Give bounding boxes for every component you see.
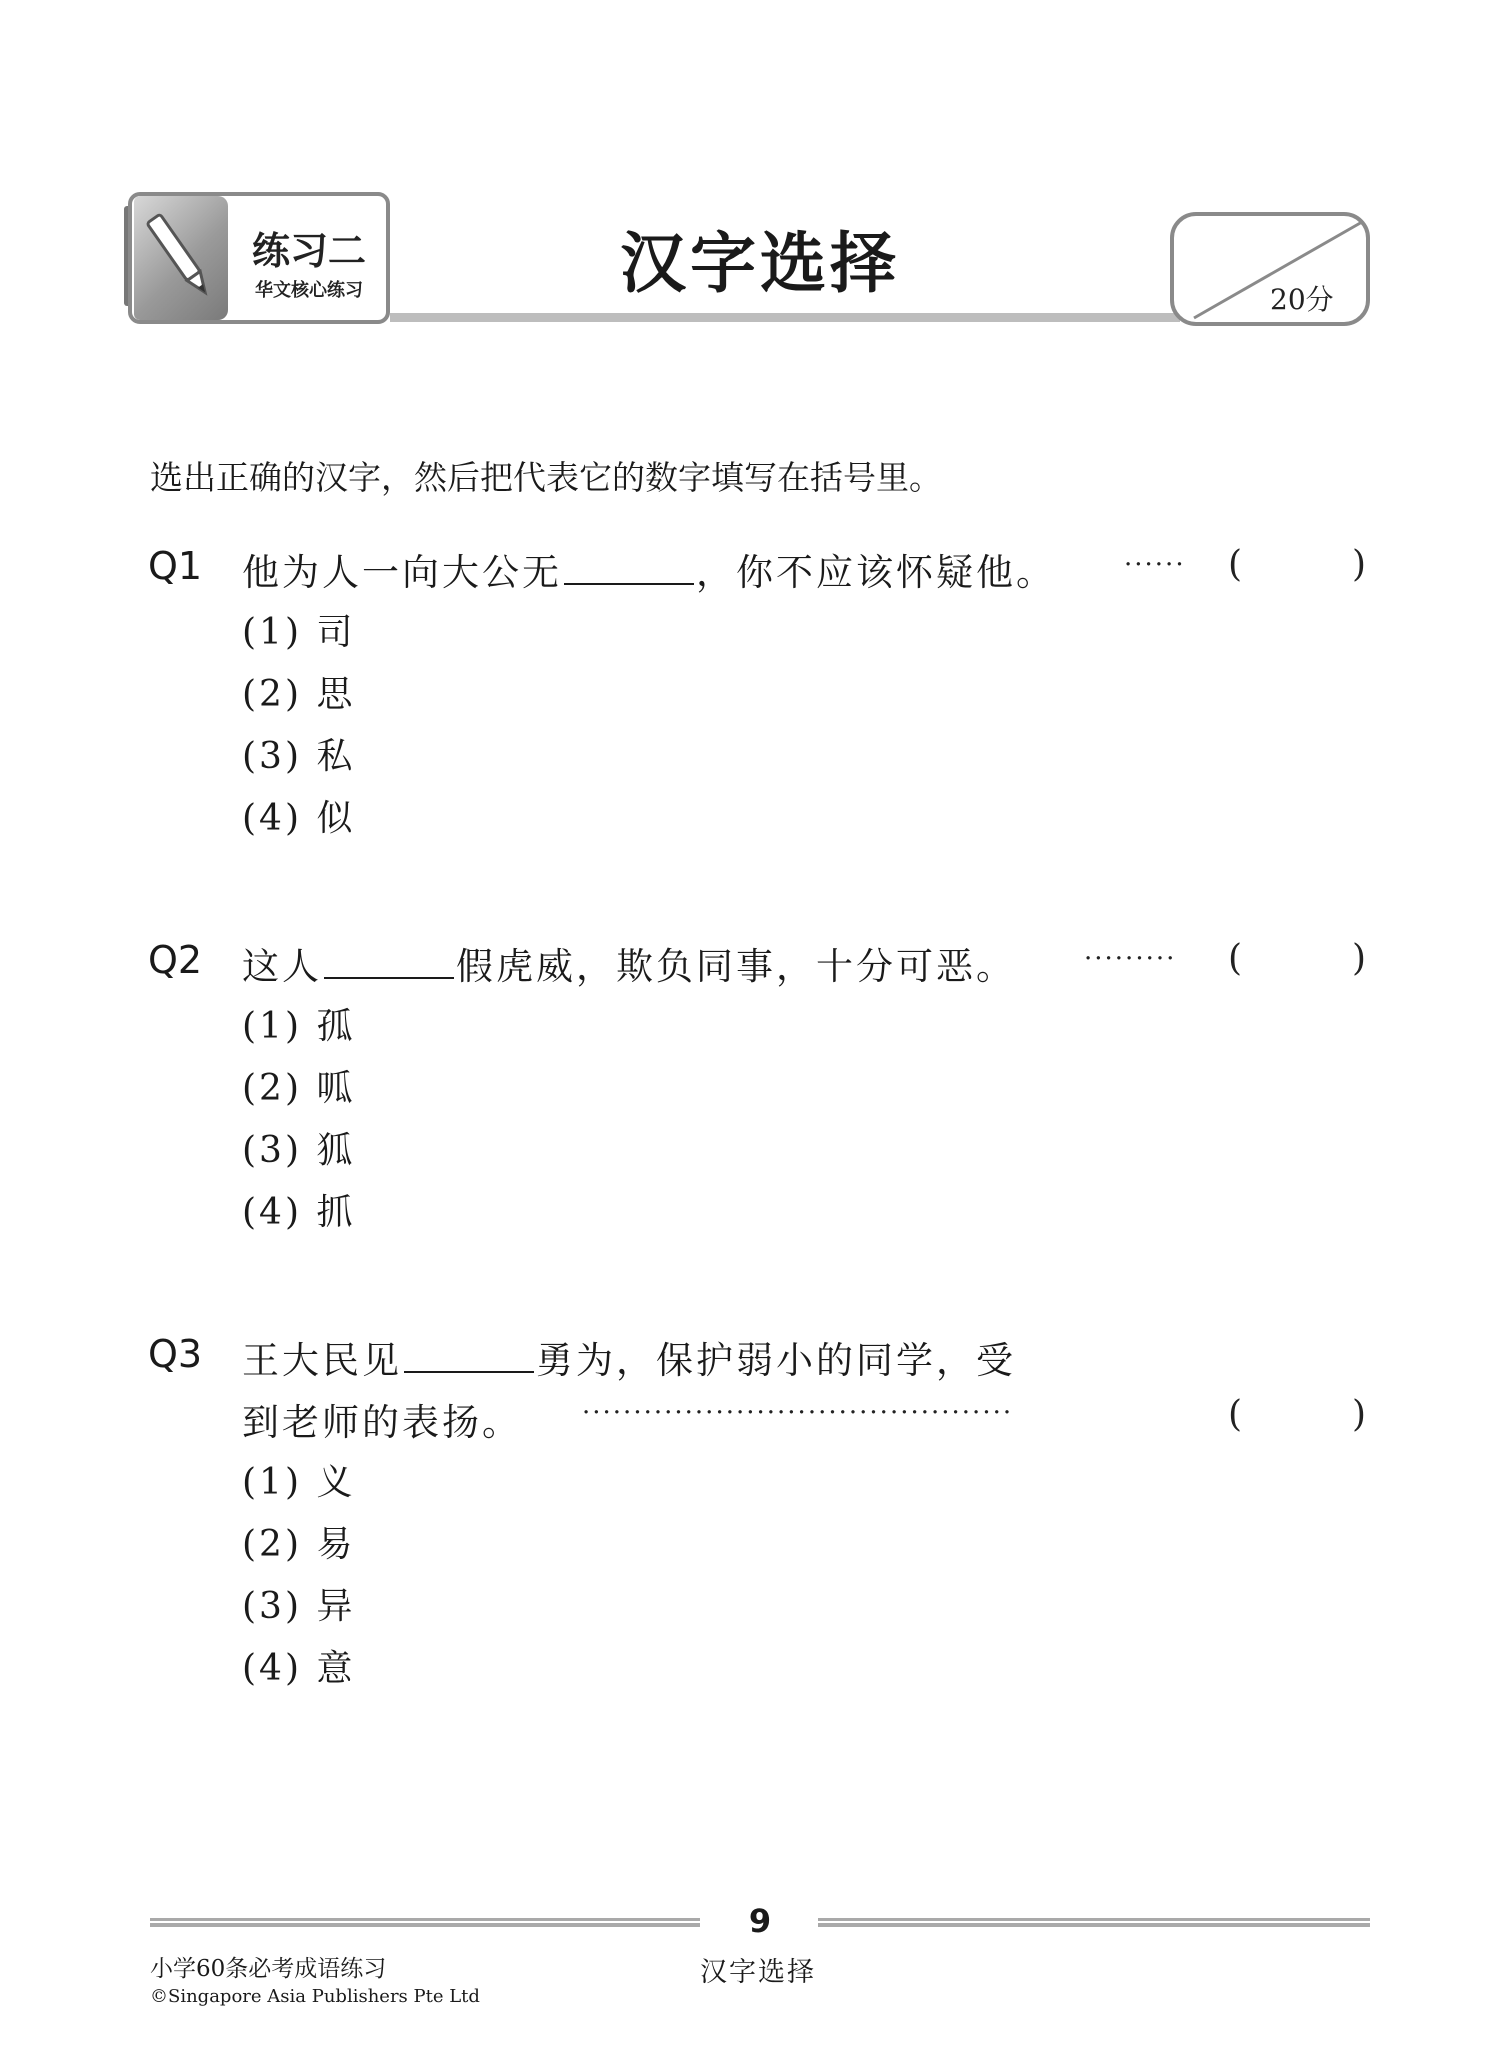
question-number: Q3 (148, 1332, 203, 1376)
footer-rule-right (818, 1918, 1370, 1927)
paren-open: ( (1228, 938, 1243, 979)
answer-blank (324, 976, 454, 979)
badge-icon-panel (134, 196, 228, 320)
page-number: 9 (748, 1902, 772, 1940)
question-text (242, 936, 1016, 990)
option: (4) 抓 (242, 1192, 356, 1233)
question-number: Q2 (148, 938, 203, 982)
header-rule (390, 313, 1180, 322)
option: (1) 义 (242, 1462, 356, 1503)
paren-open: ( (1228, 1394, 1243, 1435)
option: (2) 呱 (242, 1068, 356, 1109)
option: (1) 孤 (242, 1006, 356, 1047)
footer-copyright: ©Singapore Asia Publishers Pte Ltd (150, 1986, 480, 2007)
answer-blank (404, 1370, 534, 1373)
leader-dots: ······ (1124, 550, 1186, 580)
question-text-before: 王大民见 (242, 1339, 402, 1382)
option: (4) 似 (242, 798, 356, 839)
leader-dots: ·········································· (582, 1398, 1014, 1428)
question-text (242, 1330, 1016, 1384)
question-text-after: ，你不应该怀疑他。 (696, 551, 1056, 594)
option: (2) 易 (242, 1524, 356, 1565)
option: (3) 狐 (242, 1130, 356, 1171)
leader-dots: ········· (1084, 944, 1177, 974)
page-title: 汉字选择 (620, 225, 900, 302)
option: (2) 思 (242, 674, 356, 715)
paren-close: ) (1352, 938, 1367, 979)
question-text-before: 这人 (242, 945, 322, 988)
question-text-after: 勇为，保护弱小的同学，受 (536, 1339, 1016, 1382)
instruction: 选出正确的汉字，然后把代表它的数字填写在括号里。 (150, 458, 942, 497)
question-text-before: 他为人一向大公无 (242, 551, 562, 594)
option: (3) 异 (242, 1586, 356, 1627)
answer-box[interactable] (1250, 546, 1350, 588)
question-text (242, 542, 1056, 596)
paren-close: ) (1352, 1394, 1367, 1435)
score-value: 20分 (1270, 283, 1334, 316)
question-number: Q1 (148, 544, 203, 588)
paren-close: ) (1352, 544, 1367, 585)
option: (3) 私 (242, 736, 356, 777)
footer-section-title: 汉字选择 (700, 1957, 816, 1988)
footer-rule-left (150, 1918, 700, 1927)
badge-title: 练习二 (251, 229, 366, 273)
option: (1) 司 (242, 612, 356, 653)
pencil-icon (134, 196, 228, 320)
footer-book-title: 小学60条必考成语练习 (150, 1956, 387, 1982)
question-text-line2: 到老师的表扬。 (242, 1401, 522, 1444)
question-text-after: 假虎威，欺负同事，十分可恶。 (456, 945, 1016, 988)
answer-box[interactable] (1250, 1396, 1350, 1438)
answer-blank (564, 582, 694, 585)
answer-box[interactable] (1250, 940, 1350, 982)
paren-open: ( (1228, 544, 1243, 585)
option: (4) 意 (242, 1648, 356, 1689)
badge-subtitle: 华文核心练习 (255, 280, 363, 301)
